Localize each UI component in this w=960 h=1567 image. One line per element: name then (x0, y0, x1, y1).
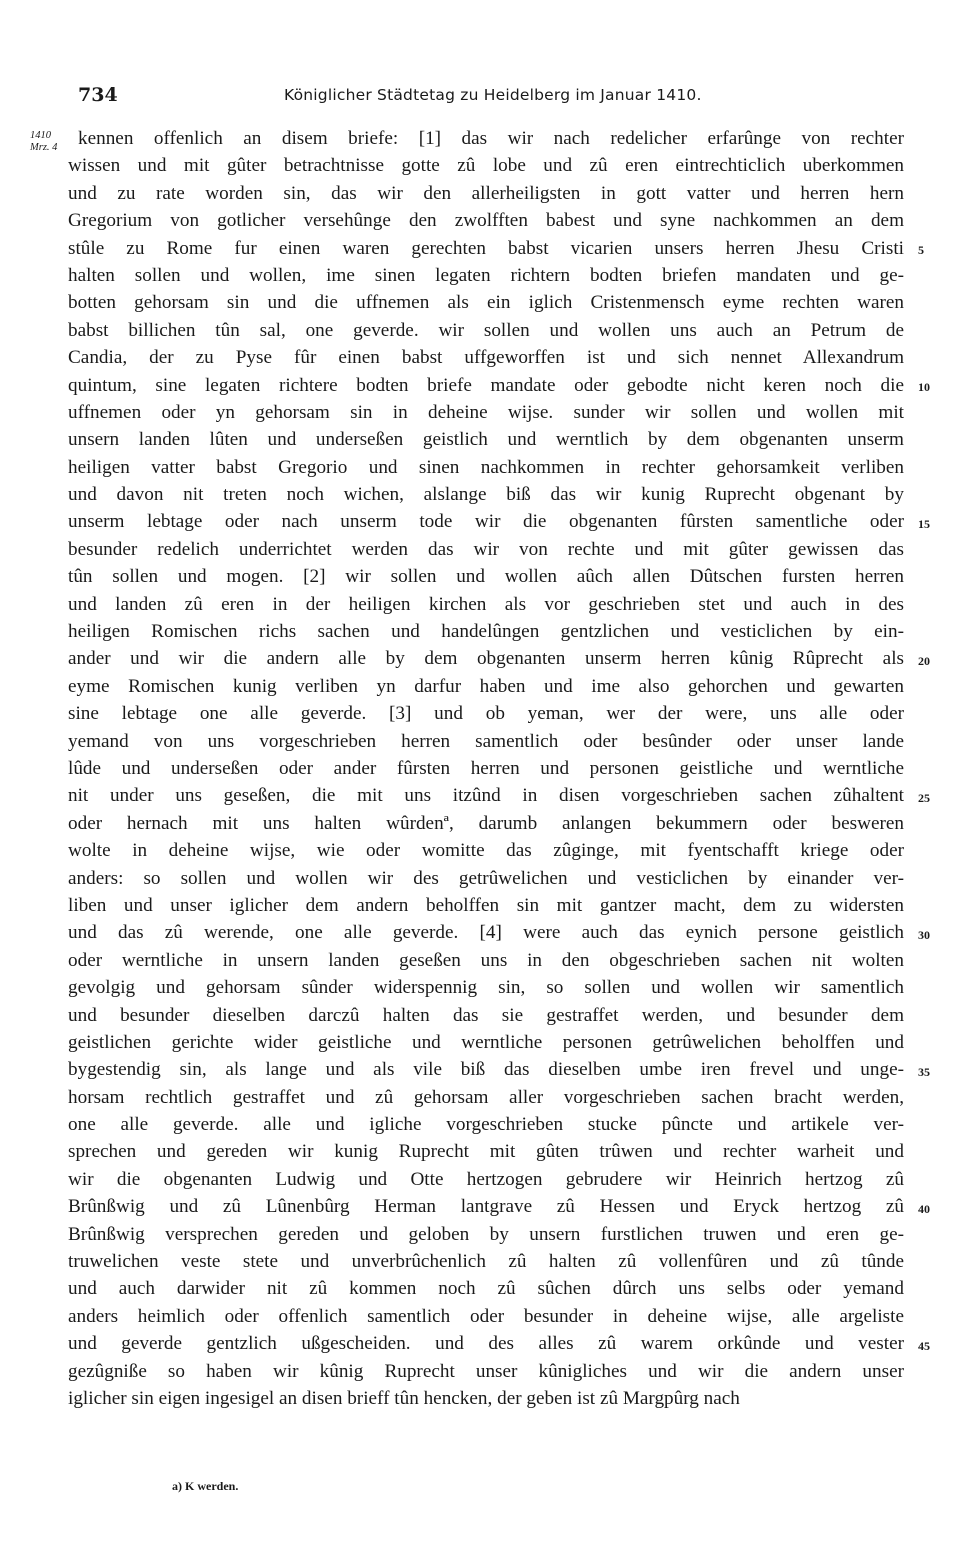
text-line: iglicher sin eigen ingesigel an disen brieff tûn hencken, der geben ist zû Margpûrg nach (68, 1387, 740, 1409)
text-line: tûn sollen und mogen. [2] wir sollen und wollen aûch allen Dûtschen fursten herren (68, 566, 904, 588)
text-line: wir die obgenanten Ludwig und Otte hertzogen gebrudere wir Heinrich hertzog zû (68, 1168, 904, 1190)
text-line: bygestendig sin, als lange und als vile biß das dieselben umbe iren frevel und unge- (68, 1059, 904, 1081)
text-line: und geverde gentzlich ußgescheiden. und des alles zû warem orkûnde und vester (68, 1333, 904, 1355)
text-line: quintum, sine legaten richtere bodten briefe mandate oder gebodte nicht keren noch die (68, 374, 904, 396)
margin-year: 1410 (30, 130, 51, 141)
text-line: und zu rate worden sin, das wir den allerheiligsten in gott vatter und herren hern (68, 182, 904, 204)
text-line: anders heimlich oder offenlich samentlich oder besunder in deheine wijse, alle argeliste (68, 1305, 904, 1327)
text-line: gevolgig und gehorsam sûnder widerspennig sin, so sollen und wollen wir samentlich (68, 977, 904, 999)
page-number: 734 (78, 84, 118, 106)
text-line: unsern landen lûten und underseßen geistlich und werntlich by dem obgenanten unserm (68, 429, 904, 451)
text-line: wolte in deheine wijse, wie oder womitte das zûginge, mit fyentschafft kriege oder (68, 840, 904, 862)
line-number: 35 (918, 1064, 930, 1079)
text-line: besunder redelich underrichtet werden das wir von rechte und mit gûter gewissen das (68, 538, 904, 560)
text-line: und davon nit treten noch wichen, alslange biß das wir kunig Ruprecht obgenant by (68, 484, 904, 506)
text-line: ander und wir die andern alle by dem obgenanten unserm herren kûnig Rûprecht als (68, 648, 904, 670)
line-number: 30 (918, 927, 930, 942)
text-line: oder werntliche in unsern landen geseßen uns in den obgeschrieben sachen nit wolten (68, 949, 904, 971)
text-line: eyme Romischen kunig verliben yn darfur haben und ime also gehorchen und gewarten (68, 675, 904, 697)
margin-date-note (30, 130, 57, 154)
text-line: Brûnßwig und zû Lûnenbûrg Herman lantgrave zû Hessen und Eryck hertzog zû (68, 1196, 904, 1218)
text-line: anders: so sollen und wollen wir des getrûwelichen und vesticlichen by einander ver- (68, 867, 904, 889)
text-line: truwelichen veste stete und unverbrûchenlich zû halten zû vollenfûren und zû tûnde (68, 1251, 904, 1273)
text-line: geistlichen gerichte wider geistliche und werntliche personen getrûwelichen beholffen und (68, 1031, 904, 1053)
text-line: kennen offenlich an disem briefe: [1] das wir nach redelicher erfarûnge von rechter (78, 128, 904, 149)
text-line: wissen und mit gûter betrachtnisse gotte zû lobe und zû eren eintrechticlich uberkommen (68, 155, 904, 177)
text-line: liben und unser iglicher dem andern beholffen sin mit gantzer macht, dem zu widersten (68, 894, 904, 916)
text-line: stûle zu Rome fur einen waren gerechten babst vicarien unsers herren Jhesu Cristi (68, 237, 904, 259)
line-number: 40 (918, 1201, 930, 1216)
text-line: horsam rechtlich gestraffet und zû gehorsam aller vorgeschrieben sachen bracht werden, (68, 1086, 904, 1108)
text-line: und das zû werende, one alle geverde. [4] were auch das eynich persone geistlich (68, 922, 904, 944)
text-line: lûde und underseßen oder ander fûrsten herren und personen geistliche und werntliche (68, 757, 904, 779)
text-line: heiligen Romischen richs sachen und handelûngen gentzlichen und vesticlichen by ein- (68, 621, 904, 643)
text-line: uffnemen oder yn gehorsam sin in deheine wijse. sunder wir sollen und wollen mit (68, 401, 904, 423)
footnote: a) K werden. (172, 1479, 239, 1493)
main-text (68, 125, 904, 1412)
text-line: und besunder dieselben darczû halten das sie gestraffet werden, und besunder dem (68, 1004, 904, 1026)
line-number: 25 (918, 790, 930, 805)
text-line: Brûnßwig versprechen gereden und geloben by unsern furstlichen truwen und eren ge- (68, 1223, 904, 1245)
margin-day: Mrz. 4 (30, 142, 58, 153)
text-line: nit under uns geseßen, die mit uns itzûnd in disen vorgeschrieben sachen zûhaltent (68, 785, 904, 807)
text-line: halten sollen und wollen, ime sinen legaten richtern bodten briefen mandaten und ge- (68, 264, 904, 286)
line-number: 5 (918, 242, 924, 257)
running-title: Königlicher Städtetag zu Heidelberg im Januar 1410. (284, 86, 702, 104)
text-line: sine lebtage one alle geverde. [3] und ob yeman, wer der were, uns alle oder (68, 703, 904, 725)
line-number: 10 (918, 379, 930, 394)
text-line: unserm lebtage oder nach unserm tode wir die obgenanten fûrsten samentliche oder (68, 511, 904, 533)
page-header (78, 84, 908, 114)
text-line: yemand von uns vorgeschrieben herren samentlich oder besûnder oder unser lande (68, 730, 904, 752)
text-line: heiligen vatter babst Gregorio und sinen nachkommen in rechter gehorsamkeit verliben (68, 456, 904, 478)
text-line: botten gehorsam sin und die uffnemen als ein iglich Cristenmensch eyme rechten waren (68, 292, 904, 314)
text-line: Gregorium von gotlicher versehûnge den zwolfften babest und syne nachkommen an dem (68, 210, 904, 232)
text-line: babst billichen tûn sal, one geverde. wir sollen und wollen uns auch an Petrum de (68, 319, 904, 341)
text-line: gezûgniße so haben wir kûnig Ruprecht unser kûnigliches und wir die andern unser (68, 1360, 904, 1382)
text-line: sprechen und gereden wir kunig Ruprecht mit gûten trûwen und rechter warheit und (68, 1141, 904, 1163)
text-line: und landen zû eren in der heiligen kirchen als vor geschrieben stet und auch in des (68, 593, 904, 615)
line-number: 15 (918, 516, 930, 531)
text-line: und auch darwider nit zû kommen noch zû sûchen dûrch uns selbs oder yemand (68, 1278, 904, 1300)
text-line: oder hernach mit uns halten wûrdenª, darumb anlangen bekummern oder besweren (68, 812, 904, 834)
line-number: 45 (918, 1338, 930, 1353)
text-line: Candia, der zu Pyse fûr einen babst uffgeworffen ist und sich nennet Allexandrum (68, 347, 904, 369)
text-line: one alle geverde. alle und igliche vorgeschrieben stucke pûncte und artikele ver- (68, 1114, 904, 1136)
line-number: 20 (918, 653, 930, 668)
